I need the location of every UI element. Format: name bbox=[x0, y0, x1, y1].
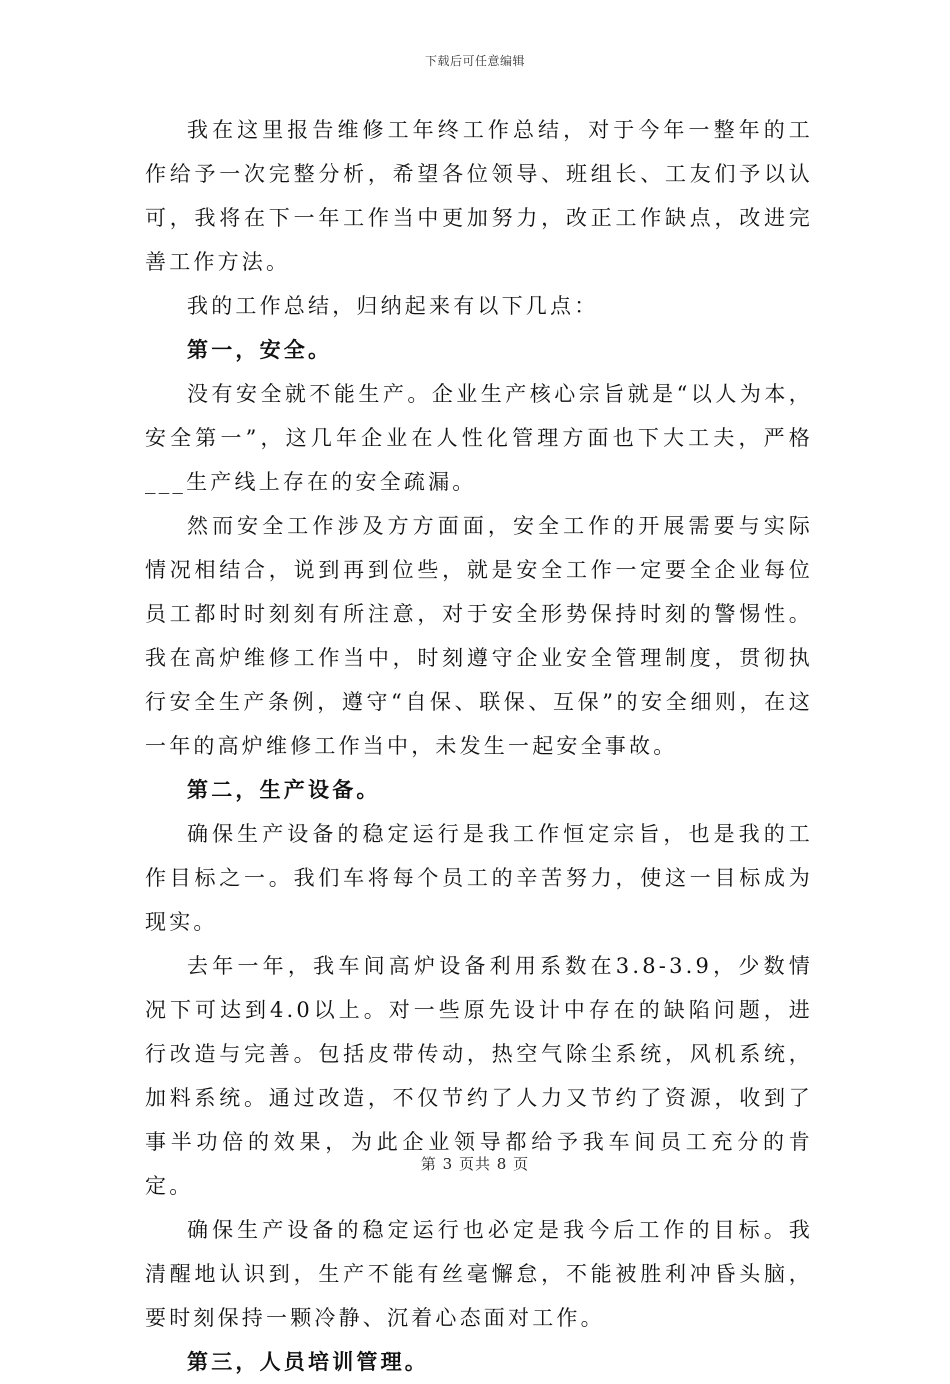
document-body bbox=[145, 108, 813, 1384]
section-heading-equipment: 第二，生产设备。 bbox=[187, 777, 381, 802]
paragraph-safety-1: 没有安全就不能生产。企业生产核心宗旨就是“以人为本，安全第一”，这几年企业在人性化管理方面也下大工夫，严格___生产线上存在的安全疏漏。 bbox=[145, 382, 813, 494]
section-heading-safety: 第一，安全。 bbox=[187, 337, 333, 362]
page-header-note: 下载后可任意编辑 bbox=[424, 54, 525, 68]
paragraph-equipment-2: 去年一年，我车间高炉设备利用系数在3.8-3.9，少数情况下可达到4.0以上。对一些原先设计中存在的缺陷问题，进行改造与完善。包括皮带传动，热空气除尘系统，风机系统，加料系统。通过改造，不仅节约了人力又节约了资源，收到了事半功倍的效果，为此企业领导都给予我车间员工充分的肯定。 bbox=[145, 954, 813, 1198]
paragraph-summary-lead: 我的工作总结，归纳起来有以下几点： bbox=[187, 294, 599, 318]
paragraph-equipment-3: 确保生产设备的稳定运行也必定是我今后工作的目标。我清醒地认识到，生产不能有丝毫懈怠，不能被胜利冲昏头脑，要时刻保持一颗冷静、沉着心态面对工作。 bbox=[145, 1218, 813, 1330]
paragraph-safety-2: 然而安全工作涉及方方面面，安全工作的开展需要与实际情况相结合，说到再到位些，就是安全工作一定要全企业每位员工都时时刻刻有所注意，对于安全形势保持时刻的警惕性。我在高炉维修工作当中，时刻遵守企业安全管理制度，贯彻执行安全生产条例，遵守“自保、联保、互保”的安全细则，在这一年的高炉维修工作当中，未发生一起安全事故。 bbox=[145, 514, 813, 758]
page-number: 第 3 页共 8 页 bbox=[420, 1155, 530, 1173]
section-heading-training: 第三，人员培训管理。 bbox=[187, 1349, 429, 1374]
paragraph-equipment-1: 确保生产设备的稳定运行是我工作恒定宗旨，也是我的工作目标之一。我们车将每个员工的辛苦努力，使这一目标成为现实。 bbox=[145, 822, 813, 934]
paragraph-intro: 我在这里报告维修工年终工作总结，对于今年一整年的工作给予一次完整分析，希望各位领导、班组长、工友们予以认可，我将在下一年工作当中更加努力，改正工作缺点，改进完善工作方法。 bbox=[145, 118, 813, 274]
